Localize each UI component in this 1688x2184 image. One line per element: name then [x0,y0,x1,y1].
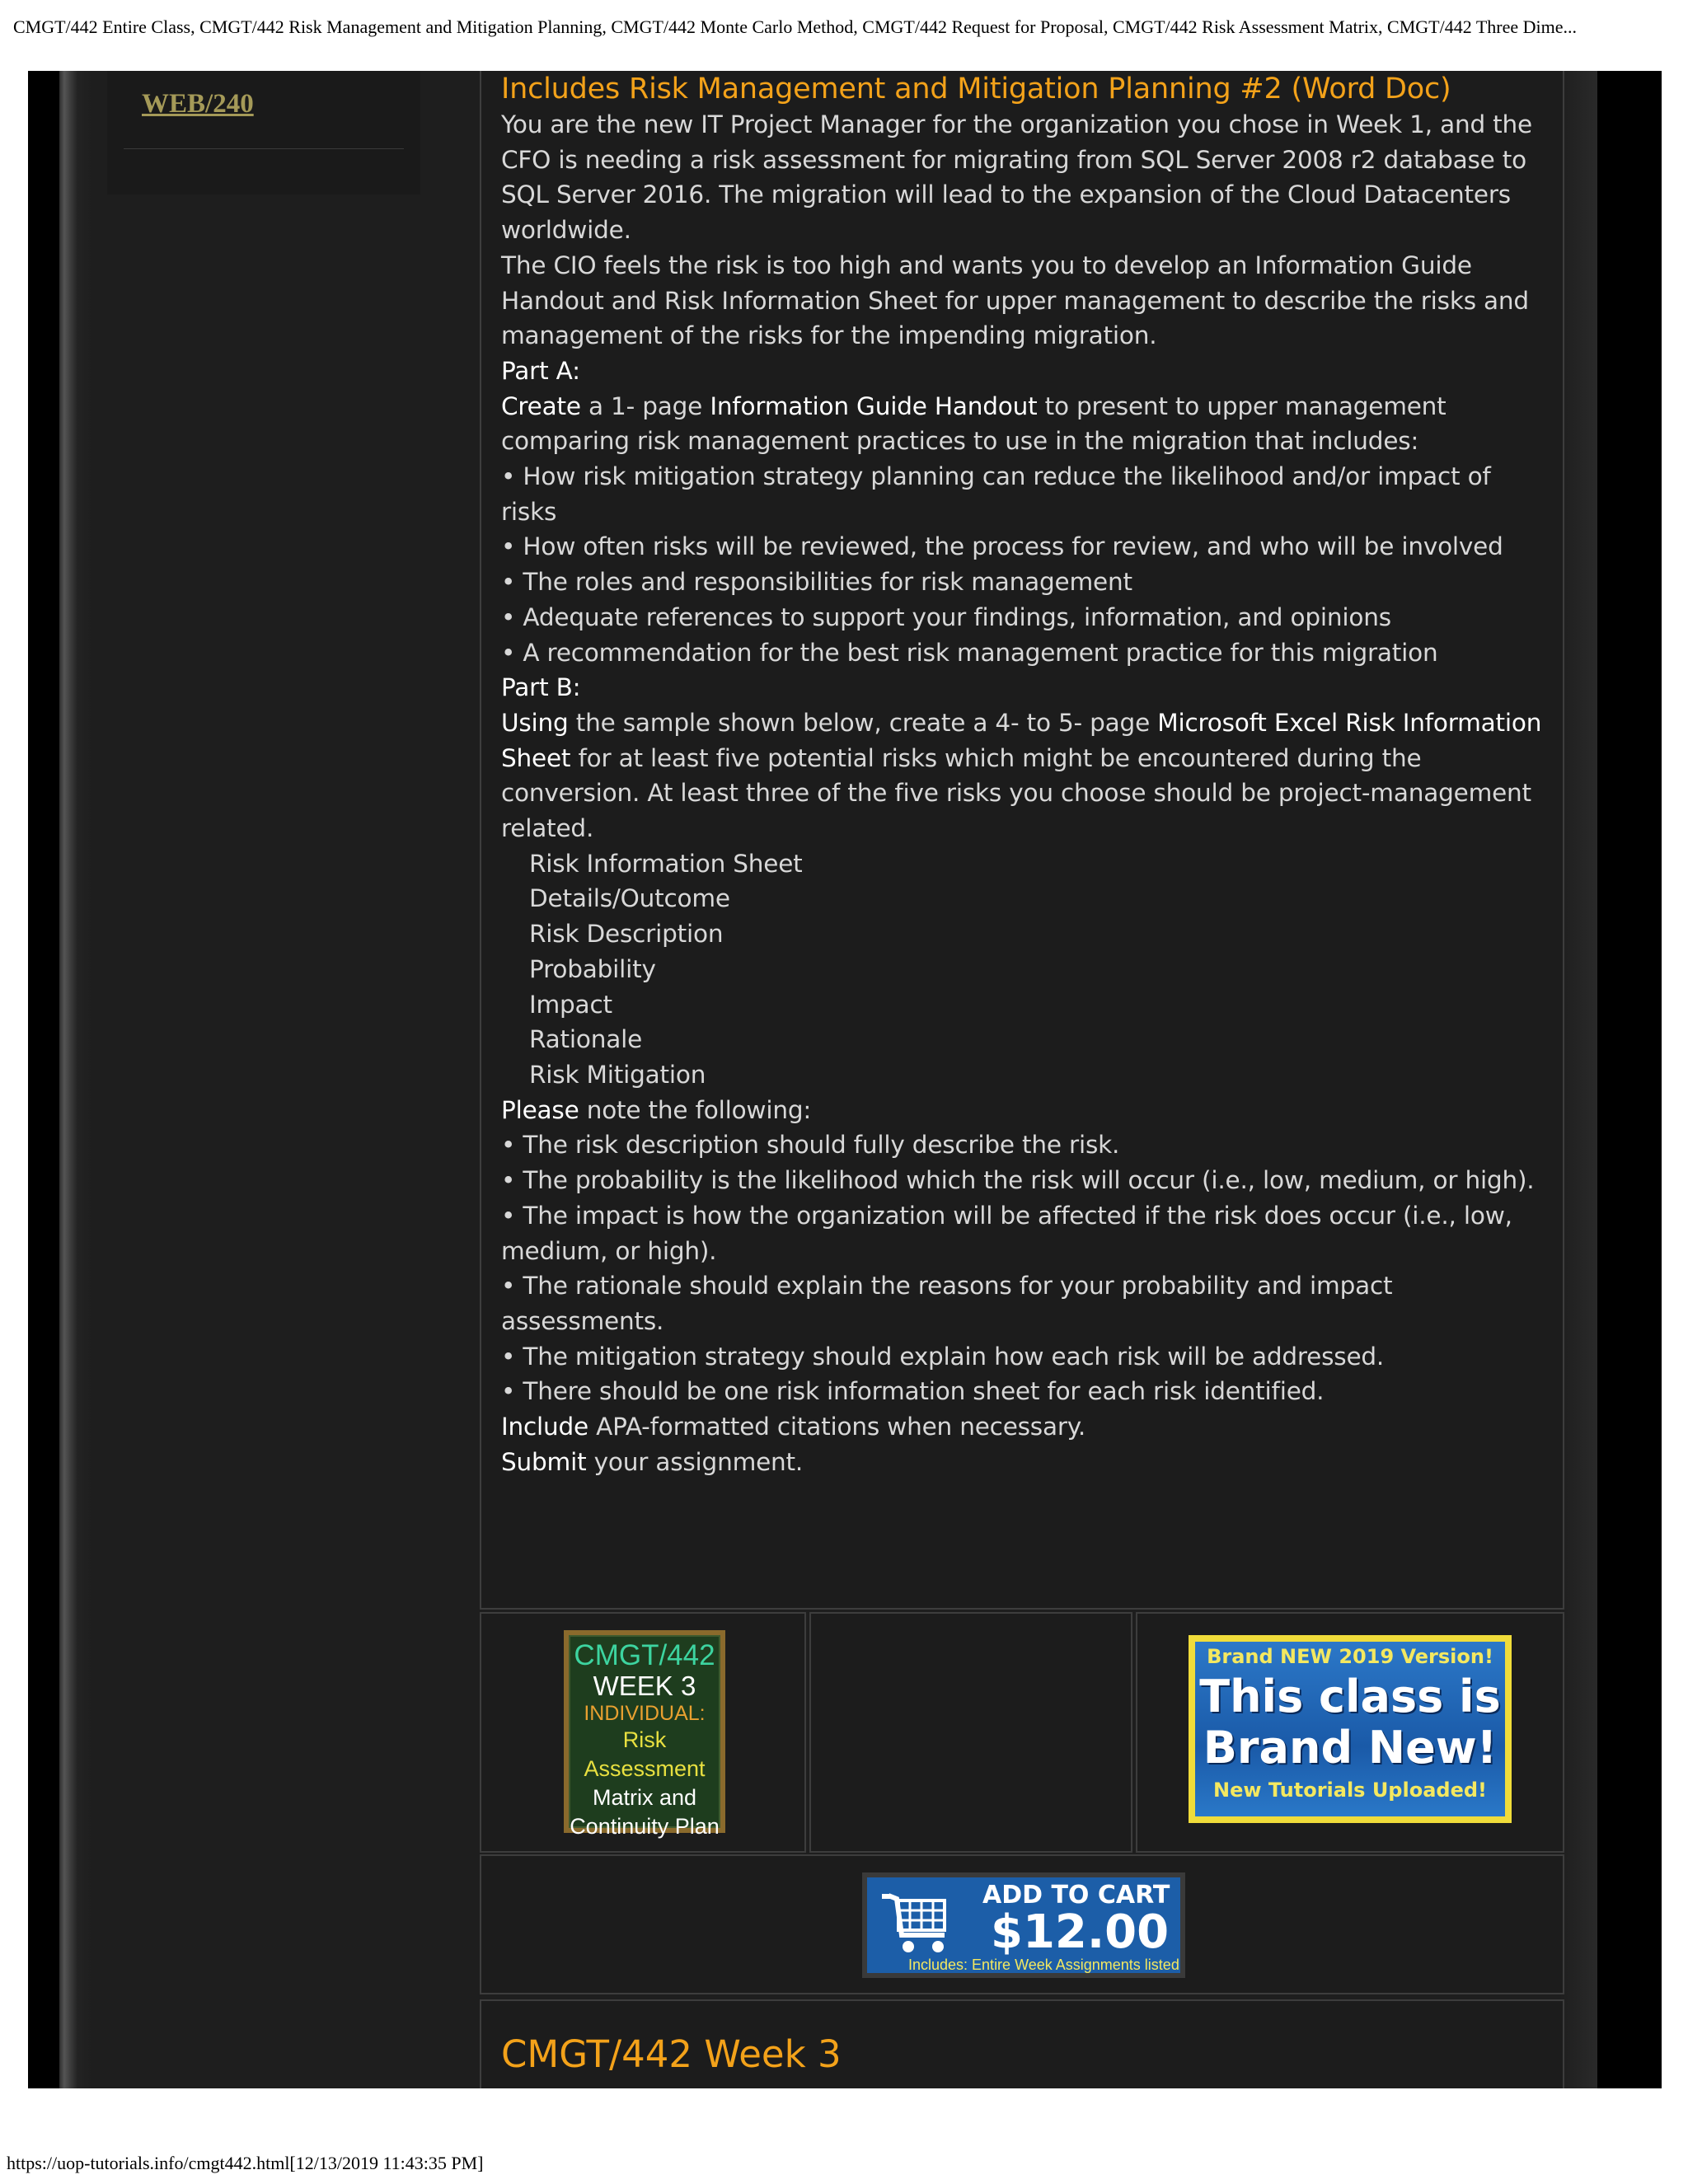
cart-price: $12.00 [991,1905,1170,1959]
list-item: • The rationale should explain the reasons for your probability and impact assessments. [501,1272,1393,1335]
sheet-item: Details/Outcome [529,884,730,913]
list-item: • The mitigation strategy should explain how each risk will be addressed. [501,1342,1385,1371]
add-to-cart-button[interactable] [862,1872,1185,1978]
sidebar-divider [124,148,404,149]
shopping-cart-icon [879,1887,953,1961]
part-a-paragraph: Create a 1- page Information Guide Handout to present to upper management comparing risk management practices to use in the migration that includes: [501,391,1447,456]
note-paragraph: Please note the following: [501,1095,812,1124]
list-item: • The impact is how the organization will be affected if the risk does occur (i.e., low, medium, or high). [501,1201,1512,1265]
brand-new-banner: Brand NEW 2019 Version! This class is Brand New! New Tutorials Uploaded! [1189,1635,1512,1823]
sheet-item: Risk Information Sheet [529,849,803,878]
sidebar-link-web240[interactable]: WEB/240 [142,89,254,119]
section-title: CMGT/442 Week 3 [501,2032,842,2076]
list-item: • There should be one risk information sheet for each risk identified. [501,1377,1325,1406]
assignment-heading: Includes Risk Management and Mitigation Planning #2 (Word Doc) [501,73,1451,105]
list-item: • Adequate references to support your findings, information, and opinions [501,602,1391,631]
week3-assignment-image[interactable]: CMGT/442 WEEK 3 INDIVIDUAL: Risk Assessment Matrix and Continuity Plan [564,1630,725,1833]
cart-note: Includes: Entire Week Assignments listed [908,1957,1179,1973]
sheet-item: Risk Mitigation [529,1060,706,1089]
list-item: • How risk mitigation strategy planning can reduce the likelihood and/or impact of risks [501,462,1491,526]
sheet-item: Risk Description [529,920,724,949]
list-item: • The risk description should fully describe the risk. [501,1131,1120,1160]
list-item: • The roles and responsibilities for risk management [501,568,1132,597]
section-header-row [480,1999,1564,2088]
print-header: CMGT/442 Entire Class, CMGT/442 Risk Management and Mitigation Planning, CMGT/442 Monte Carlo Method, CMGT/442 Request for Proposal, CMGT/442 Risk Assessment Matrix, CMGT/442 Three Dime... [13,16,1577,37]
part-a-label: Part A: [501,356,580,385]
image-cell-week3 [480,1612,806,1853]
main-content-column [480,71,1564,1610]
print-footer: https://uop-tutorials.info/cmgt442.html[12/13/2019 11:43:35 PM] [7,2153,484,2173]
list-item: • A recommendation for the best risk management practice for this migration [501,638,1438,667]
part-b-label: Part B: [501,673,581,702]
submit-paragraph: Submit your assignment. [501,1447,804,1476]
sidebar [107,71,420,194]
sheet-item: Rationale [529,1025,643,1054]
sheet-item: Impact [529,990,612,1019]
cart-label: ADD TO CART [982,1881,1170,1910]
list-item: • The probability is the likelihood which the risk will occur (i.e., low, medium, or high). [501,1166,1535,1195]
assignment-description [501,71,1548,1479]
intro-paragraph-1: You are the new IT Project Manager for the organization you chose in Week 1, and the CFO is needing a risk assessment for migrating from SQL Server 2008 r2 database to SQL Server 2016. The migration will lead to the expansion of the Cloud Datacenters worldwide. [501,110,1532,245]
site-container [59,71,1597,2088]
include-paragraph: Include APA-formatted citations when necessary. [501,1413,1086,1441]
sheet-item: Probability [529,954,656,983]
list-item: • How often risks will be reviewed, the process for review, and who will be involved [501,532,1503,561]
part-b-paragraph: Using the sample shown below, create a 4- to 5- page Microsoft Excel Risk Information Sheet for at least five potential risks which might be encountered during the conversion. At least three of the five risks you choose should be project-management related. [501,708,1542,843]
image-cell-empty [809,1612,1132,1853]
cart-row [480,1854,1564,1994]
intro-paragraph-2: The CIO feels the risk is too high and wants you to develop an Information Guide Handout and Risk Information Sheet for upper management to describe the risks and management of the risks for the impending migration. [501,251,1529,350]
page-frame [28,71,1662,2088]
image-row [480,1612,1564,1853]
image-cell-brand-new [1136,1612,1564,1853]
